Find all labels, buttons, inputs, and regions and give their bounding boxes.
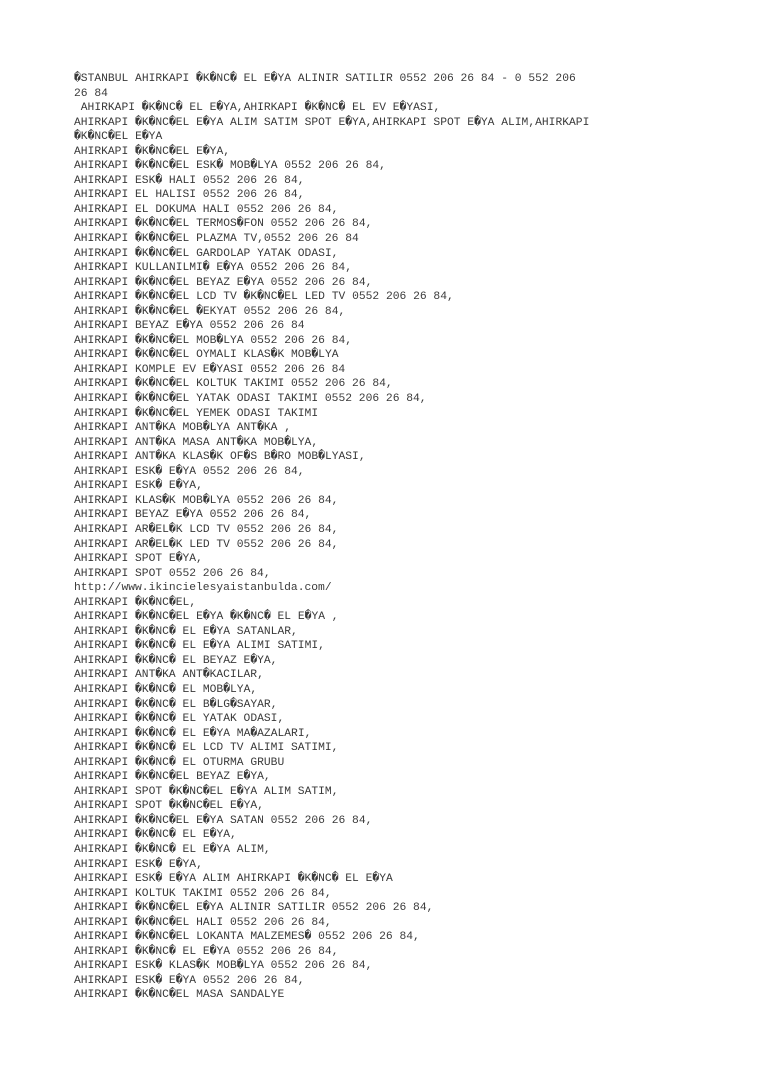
text-line: AHIRKAPI �K�NC�EL E�YA ALIM SATIM SPOT E�YA,AHIRKAPI SPOT E�YA ALIM,AHIRKAPI xyxy=(74,116,590,129)
text-line: AHIRKAPI ANT�KA MASA ANT�KA MOB�LYA, xyxy=(74,436,319,449)
text-line: AHIRKAPI �K�NC�EL LOKANTA MALZEMES� 0552 206 26 84, xyxy=(74,931,420,944)
text-line: AHIRKAPI �K�NC�EL PLAZMA TV,0552 206 26 84 xyxy=(74,233,359,246)
text-line: AHIRKAPI �K�NC� EL B�LG�SAYAR, xyxy=(74,698,278,711)
text-line: AHIRKAPI �K�NC�EL OYMALI KLAS�K MOB�LYA xyxy=(74,349,339,362)
text-line: AHIRKAPI �K�NC�EL E�YA SATAN 0552 206 26 84, xyxy=(74,814,373,827)
text-line: AHIRKAPI �K�NC� EL E�YA, xyxy=(74,829,237,842)
text-line: AHIRKAPI ESK� E�YA 0552 206 26 84, xyxy=(74,465,305,478)
text-line: AHIRKAPI �K�NC�EL BEYAZ E�YA, xyxy=(74,771,271,784)
text-line: AHIRKAPI SPOT 0552 206 26 84, xyxy=(74,567,271,580)
text-line: �K�NC�EL E�YA xyxy=(74,131,163,144)
text-line: AHIRKAPI KULLANILMI� E�YA 0552 206 26 84, xyxy=(74,262,352,275)
text-line: AHIRKAPI BEYAZ E�YA 0552 206 26 84 xyxy=(74,320,305,333)
text-line: AHIRKAPI �K�NC�EL YEMEK ODASI TAKIMI xyxy=(74,407,319,420)
text-line: AHIRKAPI ESK� E�YA 0552 206 26 84, xyxy=(74,974,305,987)
text-line: AHIRKAPI �K�NC� EL E�YA,AHIRKAPI �K�NC� EL EV E�YASI, xyxy=(74,102,441,115)
text-line: AHIRKAPI AR�EL�K LCD TV 0552 206 26 84, xyxy=(74,523,339,536)
text-line: AHIRKAPI SPOT �K�NC�EL E�YA, xyxy=(74,800,264,813)
text-line: 26 84 xyxy=(74,87,108,100)
text-line: AHIRKAPI �K�NC� EL E�YA ALIMI SATIMI, xyxy=(74,640,325,653)
text-line: AHIRKAPI �K�NC� EL E�YA 0552 206 26 84, xyxy=(74,945,339,958)
text-line: AHIRKAPI �K�NC�EL TERMOS�FON 0552 206 26 84, xyxy=(74,218,373,231)
text-line: AHIRKAPI ANT�KA MOB�LYA ANT�KA , xyxy=(74,422,292,435)
text-line: AHIRKAPI AR�EL�K LED TV 0552 206 26 84, xyxy=(74,538,339,551)
text-line: AHIRKAPI �K�NC�EL GARDOLAP YATAK ODASI, xyxy=(74,247,339,260)
text-line: AHIRKAPI KOLTUK TAKIMI 0552 206 26 84, xyxy=(74,887,332,900)
text-line: AHIRKAPI SPOT E�YA, xyxy=(74,553,203,566)
text-line: AHIRKAPI �K�NC�EL E�YA ALINIR SATILIR 0552 206 26 84, xyxy=(74,902,434,915)
text-line: AHIRKAPI �K�NC� EL MOB�LYA, xyxy=(74,683,258,696)
text-line: AHIRKAPI KLAS�K MOB�LYA 0552 206 26 84, xyxy=(74,494,339,507)
text-line: AHIRKAPI ESK� E�YA, xyxy=(74,480,203,493)
text-line: AHIRKAPI �K�NC�EL MOB�LYA 0552 206 26 84, xyxy=(74,334,353,347)
text-line: AHIRKAPI ESK� E�YA ALIM AHIRKAPI �K�NC� EL E�YA xyxy=(74,873,393,886)
text-line: AHIRKAPI �K�NC�EL E�YA, xyxy=(74,145,231,158)
text-line: AHIRKAPI �K�NC� EL E�YA MA�AZALARI, xyxy=(74,727,312,740)
text-line: �STANBUL AHIRKAPI �K�NC� EL E�YA ALINIR SATILIR 0552 206 26 84 - 0 552 206 xyxy=(74,73,576,85)
text-line: AHIRKAPI �K�NC�EL ESK� MOB�LYA 0552 206 26 84, xyxy=(74,160,386,173)
text-line: AHIRKAPI ANT�KA ANT�KACILAR, xyxy=(74,669,264,682)
text-line: AHIRKAPI BEYAZ E�YA 0552 206 26 84, xyxy=(74,509,312,522)
text-line: AHIRKAPI �K�NC�EL BEYAZ E�YA 0552 206 26 84, xyxy=(74,276,373,289)
text-line: AHIRKAPI ESK� HALI 0552 206 26 84, xyxy=(74,174,305,187)
text-line: AHIRKAPI �K�NC�EL HALI 0552 206 26 84, xyxy=(74,916,332,929)
text-line: AHIRKAPI �K�NC� EL YATAK ODASI, xyxy=(74,713,285,726)
text-line: AHIRKAPI �K�NC�EL KOLTUK TAKIMI 0552 206 26 84, xyxy=(74,378,393,391)
text-line: AHIRKAPI �K�NC� EL BEYAZ E�YA, xyxy=(74,654,278,667)
text-line: AHIRKAPI �K�NC� EL E�YA ALIM, xyxy=(74,843,271,856)
text-line: AHIRKAPI �K�NC�EL YATAK ODASI TAKIMI 0552 206 26 84, xyxy=(74,393,427,406)
text-line: AHIRKAPI ESK� E�YA, xyxy=(74,858,203,871)
document-text xyxy=(74,72,714,1003)
text-line: AHIRKAPI EL HALISI 0552 206 26 84, xyxy=(74,189,305,202)
text-line: AHIRKAPI �K�NC� EL OTURMA GRUBU xyxy=(74,756,285,769)
text-line: AHIRKAPI �K�NC�EL �EKYAT 0552 206 26 84, xyxy=(74,305,346,318)
text-line: AHIRKAPI �K�NC�EL MASA SANDALYE xyxy=(74,989,285,1002)
text-line: AHIRKAPI SPOT �K�NC�EL E�YA ALIM SATIM, xyxy=(74,785,339,798)
text-line: AHIRKAPI ANT�KA KLAS�K OF�S B�RO MOB�LYASI, xyxy=(74,451,366,464)
text-line: AHIRKAPI �K�NC� EL LCD TV ALIMI SATIMI, xyxy=(74,742,339,755)
text-line: AHIRKAPI ESK� KLAS�K MOB�LYA 0552 206 26 84, xyxy=(74,960,373,973)
text-line: AHIRKAPI �K�NC� EL E�YA SATANLAR, xyxy=(74,625,298,638)
text-line: AHIRKAPI �K�NC�EL LCD TV �K�NC�EL LED TV 0552 206 26 84, xyxy=(74,291,454,304)
text-line: AHIRKAPI KOMPLE EV E�YASI 0552 206 26 84 xyxy=(74,363,346,376)
text-line: AHIRKAPI EL DOKUMA HALI 0552 206 26 84, xyxy=(74,203,339,216)
text-line: http://www.ikincielesyaistanbulda.com/ xyxy=(74,582,332,595)
text-line: AHIRKAPI �K�NC�EL, xyxy=(74,596,197,609)
text-line: AHIRKAPI �K�NC�EL E�YA �K�NC� EL E�YA , xyxy=(74,611,339,624)
